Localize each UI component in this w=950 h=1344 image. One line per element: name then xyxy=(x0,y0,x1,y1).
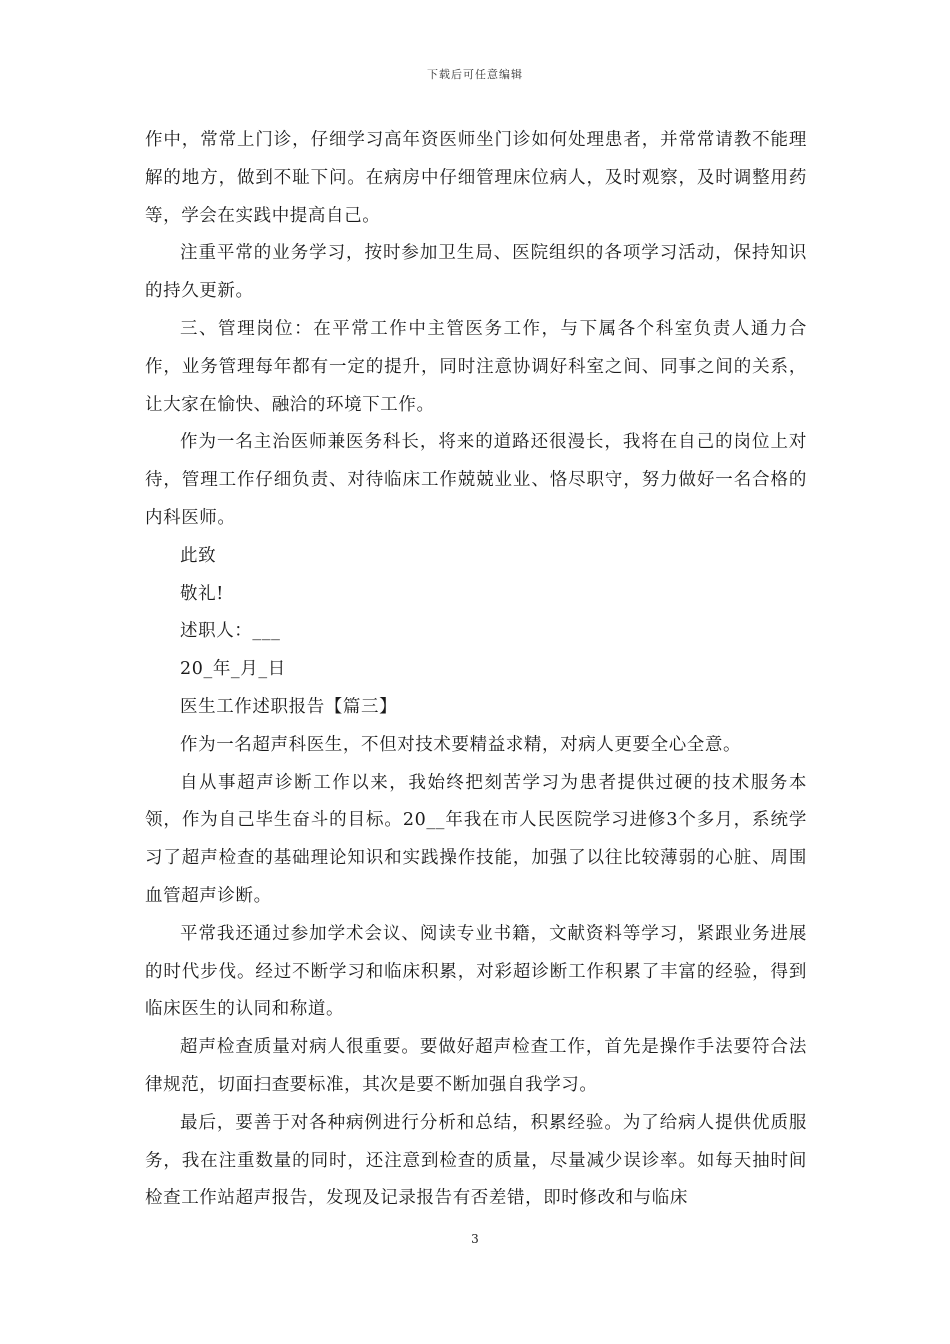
paragraph: 三、管理岗位：在平常工作中主管医务工作，与下属各个科室负责人通力合作，业务管理每年都有一定的提升，同时注意协调好科室之间、同事之间的关系，让大家在愉快、融洽的环境下工作。 xyxy=(145,318,807,415)
paragraph: 作为一名超声科医生，不但对技术要精益求精，对病人更要全心全意。 xyxy=(180,734,742,755)
page-number: 3 xyxy=(471,1232,479,1246)
document-body xyxy=(145,122,807,1218)
paragraph: 超声检查质量对病人很重要。要做好超声检查工作，首先是操作手法要符合法律规范，切面扫查要标准，其次是要不断加强自我学习。 xyxy=(145,1037,807,1095)
closing-regards: 敬礼! xyxy=(180,583,224,604)
date-line: 20_年_月_日 xyxy=(180,659,286,680)
paragraph: 最后，要善于对各种病例进行分析和总结，积累经验。为了给病人提供优质服务，我在注重数量的同时，还注意到检查的质量，尽量减少误诊率。如每天抽时间检查工作站超声报告，发现及记录报告有否差错，即时修改和与临床 xyxy=(145,1112,807,1209)
paragraph: 自从事超声诊断工作以来，我始终把刻苦学习为患者提供过硬的技术服务本领，作为自己毕生奋斗的目标。20__年我在市人民医院学习进修3个多月，系统学习了超声检查的基础理论知识和实践操作技能，加强了以往比较薄弱的心脏、周围血管超声诊断。 xyxy=(145,772,807,906)
paragraph: 作中，常常上门诊，仔细学习高年资医师坐门诊如何处理患者，并常常请教不能理解的地方，做到不耻下问。在病房中仔细管理床位病人，及时观察，及时调整用药等，学会在实践中提高自己。 xyxy=(145,130,807,226)
paragraph: 注重平常的业务学习，按时参加卫生局、医院组织的各项学习活动，保持知识的持久更新。 xyxy=(145,243,807,302)
reporter-line: 述职人：___ xyxy=(180,621,281,642)
page-header: 下载后可任意编辑 xyxy=(427,68,523,81)
paragraph: 作为一名主治医师兼医务科长，将来的道路还很漫长，我将在自己的岗位上对待，管理工作仔细负责、对待临床工作兢兢业业、恪尽职守，努力做好一名合格的内科医师。 xyxy=(145,432,807,528)
paragraph: 平常我还通过参加学术会议、阅读专业书籍，文献资料等学习，紧跟业务进展的时代步伐。经过不断学习和临床积累，对彩超诊断工作积累了丰富的经验，得到临床医生的认同和称道。 xyxy=(145,923,807,1020)
section-heading: 医生工作述职报告【篇三】 xyxy=(180,696,398,717)
closing-salutation: 此致 xyxy=(180,545,217,566)
